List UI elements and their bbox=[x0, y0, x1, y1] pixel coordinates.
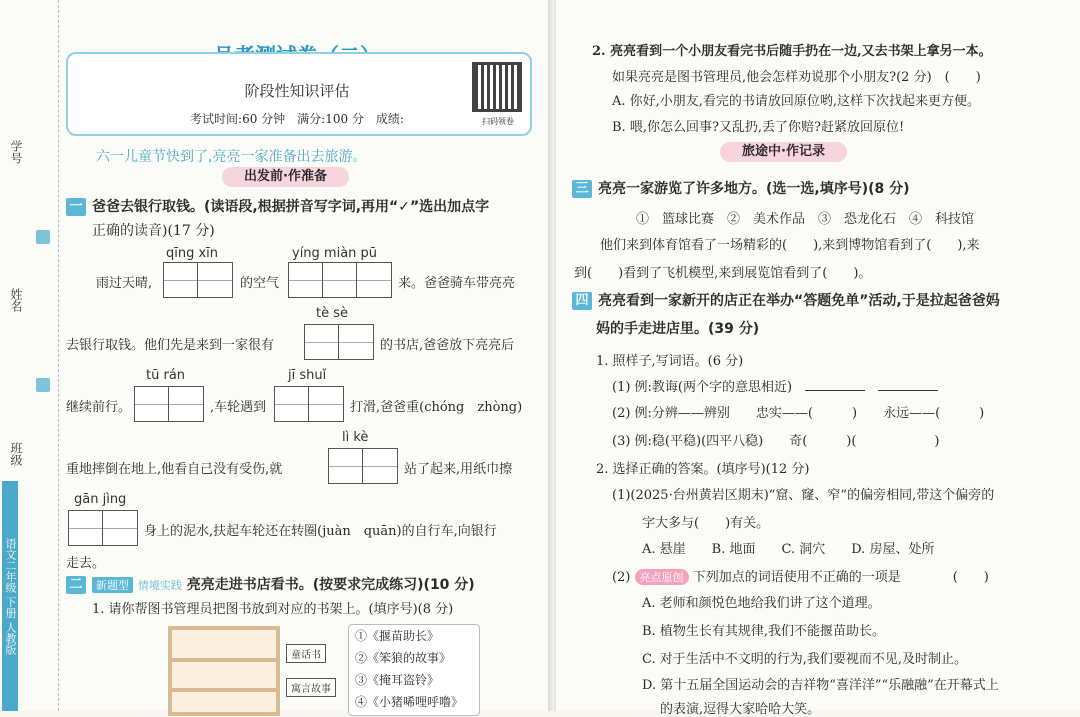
pinyin: lì kè bbox=[342, 430, 369, 445]
margin-marker bbox=[36, 378, 50, 392]
passage-text: 的空气 bbox=[240, 276, 280, 291]
writing-grid[interactable] bbox=[304, 324, 374, 360]
passage-text: 来。爸爸骑车带亮亮 bbox=[398, 276, 516, 291]
q4-s2b-option-c[interactable]: C. 对于生活中不文明的行为,我们要视而不见,及时制止。 bbox=[642, 652, 968, 667]
passage-text: 身上的泥水,扶起车轮还在转圈(juàn quān)的自行车,向银行 bbox=[144, 524, 497, 539]
subtitle: 阶段性知识评估 bbox=[244, 82, 350, 100]
writing-grid[interactable] bbox=[288, 262, 392, 298]
q4-s2b-option-b[interactable]: B. 植物生长有其规律,我们不能揠苗助长。 bbox=[642, 624, 885, 639]
margin-label-id: 学号 bbox=[9, 140, 23, 164]
q4-s2b-option-d-cont: 的表演,逗得大家哈哈大笑。 bbox=[660, 702, 821, 717]
q4-s2a-cont: 字大多与( )有关。 bbox=[642, 516, 770, 531]
question-4-cont: 妈的手走进店里。(39 分) bbox=[596, 321, 760, 337]
passage-text: ,车轮遇到 bbox=[210, 400, 267, 415]
book-item: ②《笨狼的故事》 bbox=[355, 651, 452, 665]
pinyin: tè sè bbox=[316, 306, 348, 321]
q4-s1b: (2) 例:分辨——辨别 忠实——( ) 永远——( ) bbox=[612, 406, 985, 421]
exam-info: 考试时间:60 分钟 满分:100 分 成绩: bbox=[190, 112, 404, 126]
question-2-sub1: 1. 请你帮图书管理员把图书放到对应的书架上。(填序号)(8 分) bbox=[92, 602, 454, 617]
writing-grid[interactable] bbox=[163, 262, 233, 298]
q4-s2a-options[interactable]: A. 悬崖 B. 地面 C. 洞穴 D. 房屋、处所 bbox=[642, 542, 935, 557]
passage-text: 重地摔倒在地上,他看自己没有受伤,就 bbox=[66, 462, 283, 477]
right-page bbox=[556, 0, 1080, 717]
pinyin: qīng xīn bbox=[166, 246, 219, 261]
question-4: 四 亮亮看到一家新开的店正在举办“答题免单”活动,于是拉起爸爸妈 bbox=[572, 290, 1000, 310]
q2-option-a[interactable]: A. 你好,小朋友,看完的书请放回原位哟,这样下次找起来更方便。 bbox=[612, 94, 981, 109]
bookshelf-illustration bbox=[168, 626, 280, 716]
book-item: ③《掩耳盗铃》 bbox=[355, 673, 440, 687]
section-title-during-trip: 旅途中·作记录 bbox=[720, 142, 847, 162]
q4-s2b-option-a[interactable]: A. 老师和颜悦色地给我们讲了这个道理。 bbox=[642, 596, 881, 611]
pinyin: yíng miàn pū bbox=[292, 246, 378, 261]
q4-s1c: (3) 例:稳(平稳)(四平八稳) 奇( )( ) bbox=[612, 434, 940, 449]
book-list bbox=[348, 624, 480, 716]
question-3: 三 亮亮一家游览了许多地方。(选一选,填序号)(8 分) bbox=[572, 178, 910, 198]
q4-s1a: (1) 例:教诲(两个字的意思相近) bbox=[612, 376, 938, 395]
question-2: 二 新题型 情境实践 亮亮走进书店看书。(按要求完成练习)(10 分) bbox=[66, 574, 475, 594]
q3-line2: 到( )看到了飞机模型,来到展览馆看到了( )。 bbox=[574, 266, 872, 281]
question-1-cont: 正确的读音)(17 分) bbox=[92, 223, 215, 239]
qr-code-icon[interactable] bbox=[472, 62, 522, 112]
writing-grid[interactable] bbox=[274, 386, 344, 422]
passage-text: 雨过天晴, bbox=[96, 276, 153, 291]
q3-line1: 他们来到体育馆看了一场精彩的( ),来到博物馆看到了( ),来 bbox=[600, 238, 980, 253]
passage-text: 打滑,爸爸重(chóng zhòng) bbox=[350, 400, 523, 415]
margin-label-class: 班级 bbox=[9, 442, 23, 466]
pinyin: tū rán bbox=[146, 368, 186, 383]
shelf-tag-fable: 寓言故事 bbox=[286, 678, 336, 697]
book-item: ①《揠苗助长》 bbox=[355, 629, 440, 643]
question-1: 一 爸爸去银行取钱。(读语段,根据拼音写字词,再用“✓”选出加点字 bbox=[66, 196, 489, 216]
q2-2-cont: 如果亮亮是图书管理员,他会怎样劝说那个小朋友?(2 分) ( ) bbox=[612, 70, 981, 85]
q2-2: 2. 亮亮看到一个小朋友看完书后随手扔在一边,又去书架上拿另一本。 bbox=[592, 44, 992, 59]
margin-label-name: 姓名 bbox=[9, 288, 23, 312]
q4-s2b-option-d[interactable]: D. 第十五届全国运动会的吉祥物“喜洋洋”“乐融融”在开幕式上 bbox=[642, 678, 999, 693]
passage-text: 走去。 bbox=[66, 556, 106, 571]
book-item: ④《小猪唏哩呼噜》 bbox=[355, 695, 464, 709]
q3-options: ① 篮球比赛 ② 美术作品 ③ 恐龙化石 ④ 科技馆 bbox=[636, 212, 975, 227]
series-label: 语文二年级 下册 人教版 bbox=[2, 481, 18, 711]
q2-option-b[interactable]: B. 喂,你怎么回事?又乱扔,丢了你赔?赶紧放回原位! bbox=[612, 120, 905, 135]
q4-s2b: (2) 亮点原创 下列加点的词语使用不正确的一项是 ( ) bbox=[612, 570, 989, 585]
binding-margin bbox=[0, 0, 59, 711]
pinyin: gān jìng bbox=[74, 492, 127, 507]
qr-label: 扫码领卷 bbox=[482, 117, 514, 126]
writing-grid[interactable] bbox=[328, 448, 398, 484]
passage-text: 继续前行。 bbox=[66, 400, 132, 415]
passage-text: 的书店,爸爸放下亮亮后 bbox=[380, 338, 515, 353]
margin-marker bbox=[36, 230, 50, 244]
section-title-before-trip: 出发前·作准备 bbox=[222, 167, 349, 187]
passage-text: 去银行取钱。他们先是来到一家很有 bbox=[66, 338, 275, 353]
pinyin: jī shuǐ bbox=[288, 368, 327, 383]
shelf-tag-fairy-tale: 童话书 bbox=[286, 644, 326, 663]
passage-text: 站了起来,用纸巾擦 bbox=[404, 462, 513, 477]
intro-text: 六一儿童节快到了,亮亮一家准备出去旅游。 bbox=[96, 149, 367, 165]
q4-s2: 2. 选择正确的答案。(填序号)(12 分) bbox=[596, 462, 810, 477]
writing-grid[interactable] bbox=[68, 510, 138, 546]
q4-s1: 1. 照样子,写词语。(6 分) bbox=[596, 354, 744, 369]
writing-grid[interactable] bbox=[134, 386, 204, 422]
q4-s2a: (1)(2025·台州黄岩区期末)“窟、窿、窄”的偏旁相同,带这个偏旁的 bbox=[612, 488, 995, 503]
